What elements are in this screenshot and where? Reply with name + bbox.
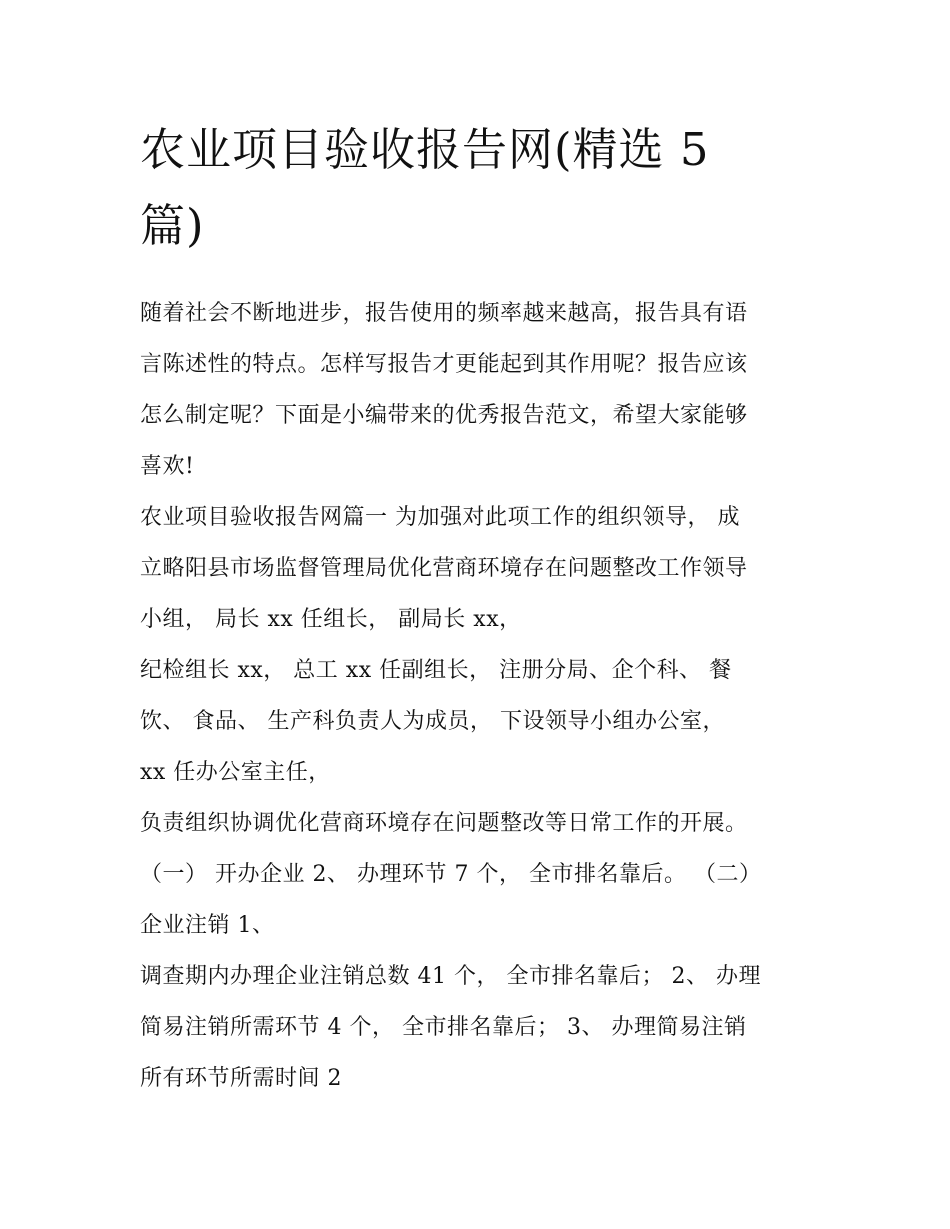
body-line: 立略阳县市场监督管理局优化营商环境存在问题整改工作领导 xyxy=(140,556,748,581)
body-line: 随着社会不断地进步，报告使用的频率越来越高，报告具有语 xyxy=(140,301,748,326)
document-page xyxy=(140,112,820,1104)
body-line: 喜欢! xyxy=(140,454,195,479)
body-line: 纪检组长 xx， 总工 xx 任副组长， 注册分局、企个科、 餐 xyxy=(140,658,732,683)
body-line: 简易注销所需环节 4 个， 全市排名靠后； 3、 办理简易注销 xyxy=(140,1015,747,1040)
document-title xyxy=(140,112,820,264)
body-line: 负责组织协调优化营商环境存在问题整改等日常工作的开展。 xyxy=(140,811,748,836)
body-line: 怎么制定呢？下面是小编带来的优秀报告范文，希望大家能够 xyxy=(140,403,748,428)
body-line: xx 任办公室主任， xyxy=(140,760,331,785)
title-line: 篇) xyxy=(140,199,205,252)
body-line: （一） 开办企业 2、 办理环节 7 个， 全市排名靠后。 （二） xyxy=(140,862,762,887)
title-line: 农业项目验收报告网(精选 5 xyxy=(140,123,710,176)
body-line: 所有环节所需时间 2 xyxy=(140,1066,342,1091)
body-line: 农业项目验收报告网篇一 为加强对此项工作的组织领导， 成 xyxy=(140,505,740,530)
body-line: 调查期内办理企业注销总数 41 个， 全市排名靠后； 2、 办理 xyxy=(140,964,761,989)
body-line: 小组， 局长 xx 任组长， 副局长 xx， xyxy=(140,607,522,632)
body-line: 饮、 食品、 生产科负责人为成员， 下设领导小组办公室， xyxy=(140,709,725,734)
body-line: 言陈述性的特点。怎样写报告才更能起到其作用呢？报告应该 xyxy=(140,352,748,377)
document-body xyxy=(140,288,820,1104)
body-line: 企业注销 1、 xyxy=(140,913,275,938)
